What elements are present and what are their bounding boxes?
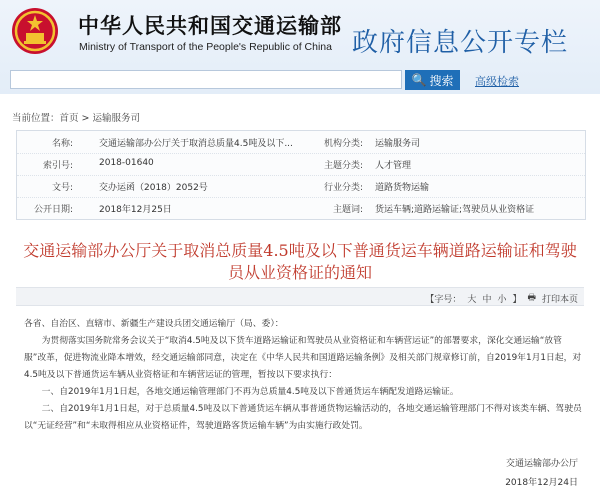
industry-value: 道路货物运输 — [375, 183, 430, 193]
font-size-suffix: 】 — [512, 294, 522, 305]
industry-label: 行业分类: — [323, 183, 363, 193]
meta-row — [17, 153, 585, 176]
search-button-label: 搜索 — [429, 73, 454, 88]
topic-value: 人才管理 — [375, 161, 412, 171]
document-meta-table — [16, 130, 586, 220]
search-button[interactable] — [405, 70, 460, 90]
name-label: 名称: — [51, 139, 73, 149]
font-size-toolbar — [16, 287, 584, 306]
keywords-value: 货运车辆;道路运输证;驾驶员从业资格证 — [375, 205, 535, 215]
body-paragraph: 二、自2019年1月1日起，对于总质量4.5吨及以下普通货运车辆从事普通货物运输活动的，各地交通运输管理部门不得对该类车辆、驾驶员以“无证经营”和“未取得相应从业资格证件，驾驶道路客货运输车辆”为由实施行政处罚。 — [24, 404, 582, 431]
breadcrumb-home[interactable]: 首页 — [59, 113, 79, 124]
breadcrumb-separator: > — [78, 113, 93, 124]
font-size-medium[interactable]: 中 — [482, 294, 492, 305]
document-title: 交通运输部办公厅关于取消总质量4.5吨及以下普通货运车辆道路运输证和驾驶员从业资格证的通知 — [23, 241, 577, 282]
breadcrumb-prefix: 当前位置： — [12, 113, 60, 124]
date-value: 2018年12月25日 — [99, 205, 172, 215]
topic-label: 主题分类: — [323, 161, 363, 171]
index-label: 索引号: — [42, 161, 73, 171]
signature-block — [378, 455, 578, 493]
section-title: 政府信息公开专栏 — [352, 28, 569, 58]
docno-label: 文号: — [51, 183, 73, 193]
site-header — [0, 0, 600, 94]
font-size-controls — [425, 290, 578, 306]
body-paragraph: 一、自2019年1月1日起，各地交通运输管理部门不再为总质量4.5吨及以下普通货运车辆配发道路运输证。 — [41, 387, 459, 397]
meta-row — [17, 131, 585, 154]
org-label: 机构分类: — [323, 139, 363, 149]
docno-value: 交办运函（2018）2052号 — [99, 183, 208, 193]
meta-row — [17, 197, 585, 219]
salutation: 各省、自治区、直辖市、新疆生产建设兵团交通运输厅（局、委）： — [24, 319, 284, 329]
font-size-small[interactable]: 小 — [497, 294, 507, 305]
print-icon[interactable]: 🖶 — [527, 293, 536, 303]
national-emblem-icon — [10, 6, 60, 56]
ministry-name-cn: 中华人民共和国交通运输部 — [78, 14, 342, 38]
breadcrumb-current[interactable]: 运输服务司 — [92, 113, 141, 124]
font-size-large[interactable]: 大 — [467, 294, 477, 305]
index-value: 2018-01640 — [99, 158, 154, 168]
meta-row — [17, 175, 585, 198]
ministry-name-en: Ministry of Transport of the People's Republic of China — [79, 41, 332, 53]
advanced-search-link[interactable]: 高级检索 — [475, 75, 519, 88]
name-value: 交通运输部办公厅关于取消总质量4.5吨及以下... — [99, 139, 293, 149]
font-size-prefix: 【字号： — [425, 294, 462, 305]
document-body — [24, 316, 582, 435]
body-paragraph: 为贯彻落实国务院常务会议关于“取消4.5吨及以下货车道路运输证和驾驶员从业资格证和车辆营运证”的部署要求，深化交通运输“放管服”改革，促进物流业降本增效，经交通运输部同意，决定在《中华人民共和国道路运输条例》及相关部门规章修订前，自2019年1月1日起，对4.5吨及以下普通货运车辆从业资格证和车辆营运证的管理，暂按以下要求执行： — [24, 336, 582, 380]
breadcrumb — [12, 110, 140, 124]
org-value: 运输服务司 — [375, 139, 421, 149]
print-link[interactable]: 打印本页 — [541, 294, 578, 305]
keywords-label: 主题词: — [332, 205, 363, 215]
signature-org: 交通运输部办公厅 — [505, 459, 578, 469]
search-input[interactable] — [10, 70, 402, 89]
date-label: 公开日期: — [33, 205, 73, 215]
signature-date: 2018年12月24日 — [505, 478, 578, 488]
search-icon: 🔍 — [411, 73, 427, 87]
